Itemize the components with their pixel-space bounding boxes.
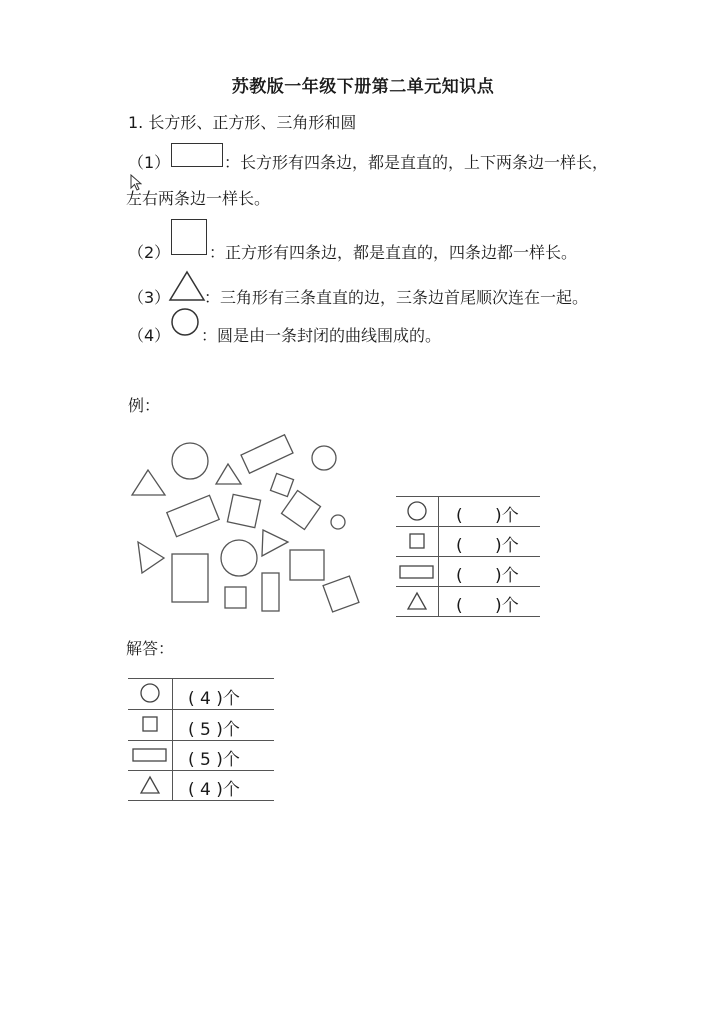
triangle-icon [168,270,206,302]
rectangle-icon [398,562,436,582]
square-shape [290,550,324,580]
circle-icon [137,682,163,704]
rectangle-shape [262,573,279,611]
triangle-icon [138,774,162,796]
count-cell: ( )个 [456,566,519,586]
section-heading: 1. 长方形、正方形、三角形和圆 [128,113,357,132]
square-shape [270,473,293,496]
circle-shape [331,515,345,529]
example-count-table [396,496,540,618]
circle-icon [404,500,430,522]
item-number: （4） [128,326,171,345]
item-triangle [128,285,170,308]
rectangle-shape [172,554,208,602]
circle-icon [169,306,201,338]
count-cell: ( 4 )个 [188,780,240,800]
square-icon [406,531,428,551]
triangle-shape [132,470,165,495]
triangle-shape [216,464,241,484]
rectangle-shape [241,435,293,473]
count-cell: ( )个 [456,536,519,556]
circle-shape [172,443,208,479]
item-text-continued: 左右两条边一样长。 [126,189,271,208]
item-text: ：三角形有三条直直的边，三条边首尾顺次连在一起。 [204,288,589,307]
circle-shape [312,446,336,470]
example-label: 例： [128,396,161,415]
triangle-shape [138,542,164,573]
count-cell: ( )个 [456,506,519,526]
count-cell: ( 4 )个 [188,689,240,709]
mouse-cursor-icon [130,174,142,192]
item-text: ：正方形有四条边，都是直直的，四条边都一样长。 [209,243,578,262]
item-text: ：长方形有四条边，都是直直的，上下两条边一样长， [224,153,609,172]
answer-count-table [128,678,274,802]
item-circle [128,323,170,346]
square-icon [139,714,161,734]
item-number: （3） [128,288,171,307]
count-cell: ( 5 )个 [188,720,240,740]
rectangle-icon [131,745,169,765]
triangle-shape [262,530,288,556]
count-cell: ( 5 )个 [188,750,240,770]
answer-label: 解答： [126,639,175,658]
item-rectangle [128,150,170,173]
page-title: 苏教版一年级下册第二单元知识点 [231,77,495,97]
square-shape [323,576,359,612]
square-shape [227,494,260,527]
shapes-figure [120,430,370,620]
item-text: ：圆是由一条封闭的曲线围成的。 [201,326,442,345]
square-shape [225,587,246,608]
item-square [128,240,170,263]
triangle-icon [405,590,429,612]
rectangle-shape [167,495,219,536]
rectangle-icon [171,143,223,167]
item-number: （2） [128,243,171,262]
count-cell: ( )个 [456,596,519,616]
square-icon [171,219,207,255]
circle-shape [221,540,257,576]
item-number: （1） [128,153,171,172]
